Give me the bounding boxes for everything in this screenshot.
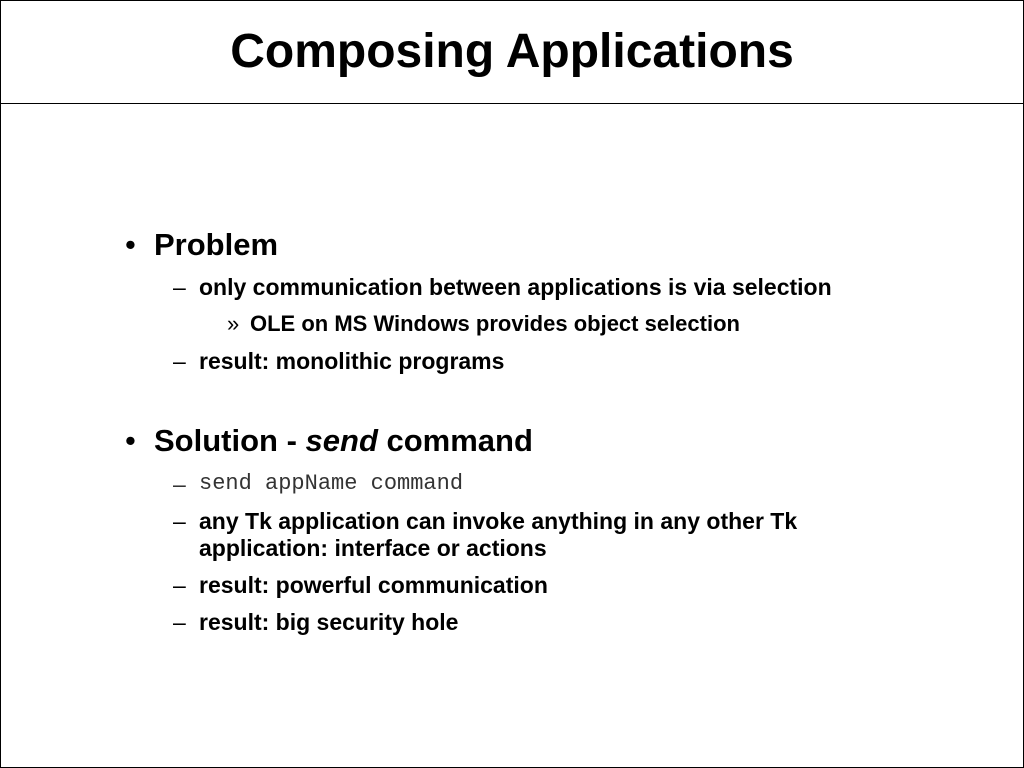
solution-heading [154,423,533,459]
solution-heading-suffix: command [377,423,533,458]
dash-marker: – [173,274,186,300]
solution-code: send appName command [199,471,464,496]
title-bar [1,1,1023,104]
dash-marker: – [173,508,186,534]
bullet-marker: • [125,423,136,458]
dash-marker: – [173,348,186,374]
problem-subitem-1: OLE on MS Windows provides object selection [250,311,740,336]
chevron-marker: » [227,311,240,336]
solution-item-1: any Tk application can invoke anything in any other Tk [199,508,798,534]
problem-item-1: only communication between applications is via selection [199,274,832,300]
problem-heading: Problem [154,227,279,262]
bullet-marker: • [125,227,136,262]
slide-title: Composing Applications [230,25,794,78]
solution-item-2: result: powerful communication [199,572,548,598]
solution-item-1-continued: application: interface or actions [199,535,547,561]
solution-item-3: result: big security hole [199,609,459,635]
dash-marker: – [173,471,186,497]
dash-marker: – [173,609,186,635]
solution-heading-emphasis: send [305,423,378,458]
problem-item-2: result: monolithic programs [199,348,505,374]
solution-heading-prefix: Solution - [154,423,306,458]
dash-marker: – [173,572,186,598]
